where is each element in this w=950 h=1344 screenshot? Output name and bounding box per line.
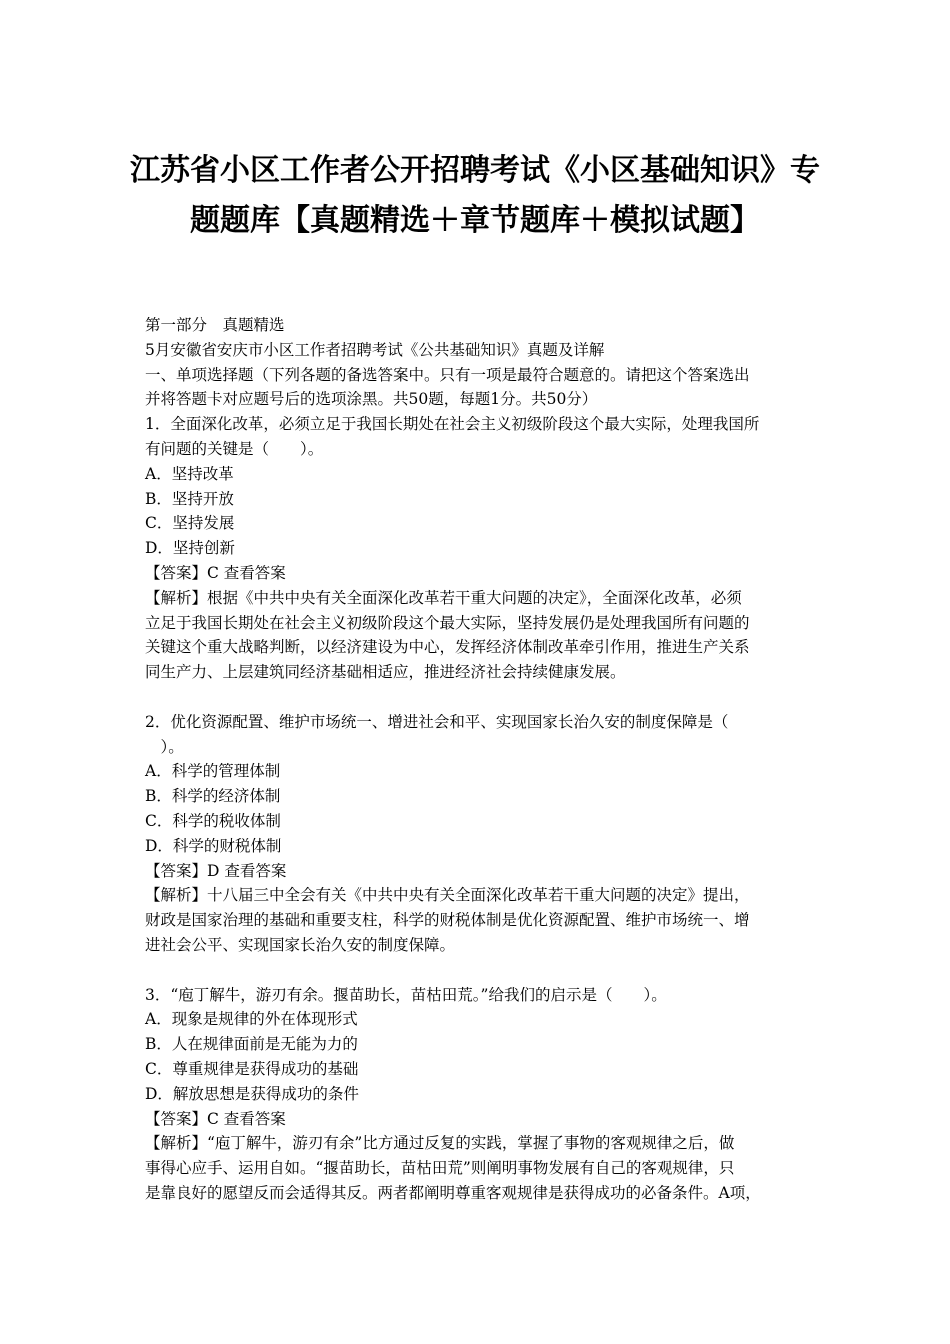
question-stem: 有问题的关键是（ ）。 — [145, 439, 324, 458]
question-stem: ）。 — [145, 737, 184, 756]
question-stem: 2．优化资源配置、维护市场统一、增进社会和平、实现国家长治久安的制度保障是（ — [145, 712, 729, 731]
analysis-line: 立足于我国长期处在社会主义初级阶段这个最大实际，坚持发展仍是处理我国所有问题的 — [145, 613, 750, 632]
option-d: D．坚持创新 — [145, 539, 235, 558]
section-instructions-line-2: 并将答题卡对应题号后的选项涂黑。共50题，每题1分。共50分） — [145, 390, 598, 409]
document-body — [145, 313, 815, 1206]
analysis-line: 事得心应手、运用自如。“揠苗助长，苗枯田荒”则阐明事物发展有自己的客观规律，只 — [145, 1159, 735, 1178]
option-c: C．科学的税收体制 — [145, 811, 281, 830]
answer-line: 【答案】D 查看答案 — [145, 861, 287, 880]
question-2 — [145, 710, 815, 958]
analysis-line: 关键这个重大战略判断，以经济建设为中心，发挥经济体制改革牵引作用，推进生产关系 — [145, 638, 750, 657]
option-a: A．科学的管理体制 — [145, 762, 281, 781]
section-instructions-line-1: 一、单项选择题（下列各题的备选答案中。只有一项是最符合题意的。请把这个答案选出 — [145, 365, 750, 384]
question-stem: 1．全面深化改革，必须立足于我国长期处在社会主义初级阶段这个最大实际，处理我国所 — [145, 415, 760, 434]
option-b: B．坚持开放 — [145, 489, 234, 508]
option-a: A．现象是规律的外在体现形式 — [145, 1010, 358, 1029]
option-b: B．人在规律面前是无能为力的 — [145, 1035, 358, 1054]
analysis-line: 【解析】十八届三中全会有关《中共中央有关全面深化改革若干重大问题的决定》提出， — [145, 886, 750, 905]
question-stem: 3．“庖丁解牛，游刃有余。揠苗助长，苗枯田荒。”给我们的启示是（ ）。 — [145, 985, 667, 1004]
analysis-line: 财政是国家治理的基础和重要支柱，科学的财税体制是优化资源配置、维护市场统一、增 — [145, 911, 750, 930]
analysis-line: 【解析】根据《中共中央有关全面深化改革若干重大问题的决定》，全面深化改革，必须 — [145, 588, 742, 607]
option-c: C．坚持发展 — [145, 514, 235, 533]
part-heading: 第一部分 真题精选 — [145, 316, 285, 334]
title-line-2: 题题库【真题精选＋章节题库＋模拟试题】 — [190, 203, 760, 238]
document-title — [120, 146, 830, 246]
question-1 — [145, 412, 815, 685]
answer-line: 【答案】C 查看答案 — [145, 1109, 286, 1128]
option-c: C．尊重规律是获得成功的基础 — [145, 1059, 359, 1078]
spacer — [145, 685, 815, 710]
analysis-line: 进社会公平、实现国家长治久安的制度保障。 — [145, 935, 456, 954]
question-3 — [145, 983, 815, 1206]
title-line-1: 江苏省小区工作者公开招聘考试《小区基础知识》专 — [130, 153, 820, 188]
option-a: A．坚持改革 — [145, 464, 234, 483]
spacer — [145, 958, 815, 983]
option-d: D．解放思想是获得成功的条件 — [145, 1084, 359, 1103]
answer-line: 【答案】C 查看答案 — [145, 563, 286, 582]
option-d: D．科学的财税体制 — [145, 836, 282, 855]
option-b: B．科学的经济体制 — [145, 787, 281, 806]
analysis-line: 同生产力、上层建筑同经济基础相适应，推进经济社会持续健康发展。 — [145, 663, 626, 682]
exam-heading: 5月安徽省安庆市小区工作者招聘考试《公共基础知识》真题及详解 — [145, 340, 605, 359]
analysis-line: 是靠良好的愿望反而会适得其反。两者都阐明尊重客观规律是获得成功的必备条件。A项， — [145, 1183, 761, 1202]
analysis-line: 【解析】“庖丁解牛，游刃有余”比方通过反复的实践，掌握了事物的客观规律之后，做 — [145, 1134, 735, 1153]
